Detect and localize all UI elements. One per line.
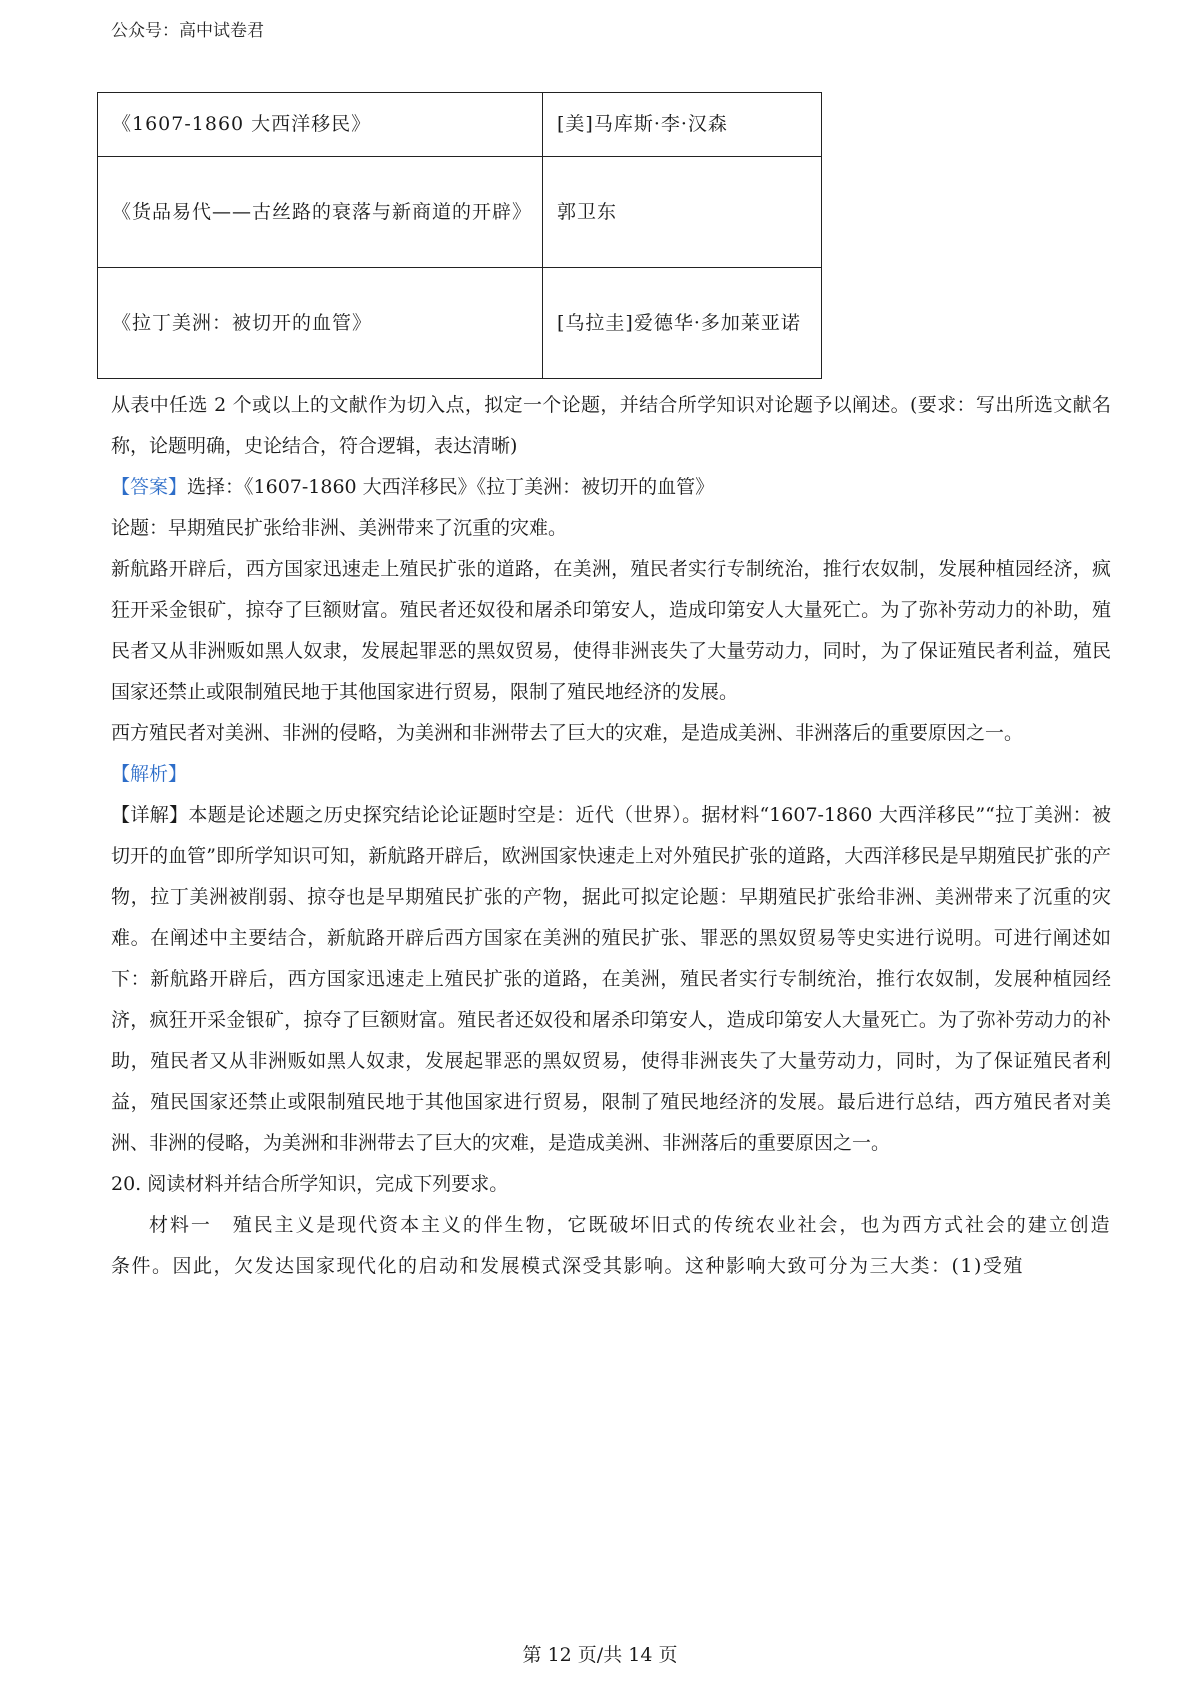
works-table <box>97 92 822 379</box>
question-prompt: 从表中任选 2 个或以上的文献作为切入点，拟定一个论题，并结合所学知识对论题予以阐述。(要求：写出所选文献名称，论题明确，史论结合，符合逻辑，表达清晰) <box>111 394 1111 457</box>
analysis-detail <box>111 795 1111 1164</box>
material-one: 材料一 殖民主义是现代资本主义的伴生物，它既破坏旧式的传统农业社会，也为西方式社会的建立创造条件。因此，欠发达国家现代化的启动和发展模式深受其影响。这种影响大致可分为三大类：(1)受殖 <box>111 1214 1111 1277</box>
answer-label: 【答案】 <box>111 476 188 498</box>
answer-selection-line <box>111 467 1111 508</box>
work-author-cell: [美]马库斯·李·汉森 <box>543 93 822 157</box>
work-author-cell: [乌拉圭]爱德华·多加莱亚诺 <box>543 268 822 379</box>
document-body <box>111 385 1111 1287</box>
answer-thesis: 论题：早期殖民扩张给非洲、美洲带来了沉重的灾难。 <box>111 517 568 539</box>
answer-paragraph: 新航路开辟后，西方国家迅速走上殖民扩张的道路，在美洲，殖民者实行专制统治，推行农奴制，发展种植园经济，疯狂开采金银矿，掠夺了巨额财富。殖民者还奴役和屠杀印第安人，造成印第安人大量死亡。为了弥补劳动力的补助，殖民者又从非洲贩如黑人奴隶，发展起罪恶的黑奴贸易，使得非洲丧失了大量劳动力，同时，为了保证殖民者利益，殖民国家还禁止或限制殖民地于其他国家进行贸易，限制了殖民地经济的发展。 <box>111 558 1111 703</box>
work-title-cell: 《1607-1860 大西洋移民》 <box>98 93 543 157</box>
work-title-cell: 《拉丁美洲：被切开的血管》 <box>98 268 543 379</box>
answer-conclusion: 西方殖民者对美洲、非洲的侵略，为美洲和非洲带去了巨大的灾难，是造成美洲、非洲落后的重要原因之一。 <box>111 722 1024 744</box>
answer-selection: 选择：《1607-1860 大西洋移民》《拉丁美洲：被切开的血管》 <box>187 476 715 498</box>
analysis-label: 【解析】 <box>111 763 188 785</box>
work-author-cell: 郭卫东 <box>543 157 822 268</box>
source-note: 公众号：高中试卷君 <box>111 21 264 41</box>
detail-label: 【详解】 <box>111 804 189 826</box>
table-row <box>98 268 822 379</box>
table-row <box>98 157 822 268</box>
detail-text: 本题是论述题之历史探究结论论证题时空是：近代（世界）。据材料“1607-1860 大西洋移民”“拉丁美洲：被切开的血管”即所学知识可知，新航路开辟后，欧洲国家快速走上对外殖民扩张的道路，大西洋移民是早期殖民扩张的产物，拉丁美洲被削弱、掠夺也是早期殖民扩张的产物，据此可拟定论题：早期殖民扩张给非洲、美洲带来了沉重的灾难。在阐述中主要结合，新航路开辟后西方国家在美洲的殖民扩张、罪恶的黑奴贸易等史实进行说明。可进行阐述如下：新航路开辟后，西方国家迅速走上殖民扩张的道路，在美洲，殖民者实行专制统治，推行农奴制，发展种植园经济，疯狂开采金银矿，掠夺了巨额财富。殖民者还奴役和屠杀印第安人，造成印第安人大量死亡。为了弥补劳动力的补助，殖民者又从非洲贩如黑人奴隶，发展起罪恶的黑奴贸易，使得非洲丧失了大量劳动力，同时，为了保证殖民者利益，殖民国家还禁止或限制殖民地于其他国家进行贸易，限制了殖民地经济的发展。最后进行总结，西方殖民者对美洲、非洲的侵略，为美洲和非洲带去了巨大的灾难，是造成美洲、非洲落后的重要原因之一。 <box>111 804 1111 1154</box>
page-number: 第 12 页/共 14 页 <box>522 1644 678 1666</box>
question-20-stem: 20. 阅读材料并结合所学知识，完成下列要求。 <box>111 1173 509 1195</box>
work-title-cell: 《货品易代——古丝路的衰落与新商道的开辟》 <box>98 157 543 268</box>
table-row <box>98 93 822 157</box>
